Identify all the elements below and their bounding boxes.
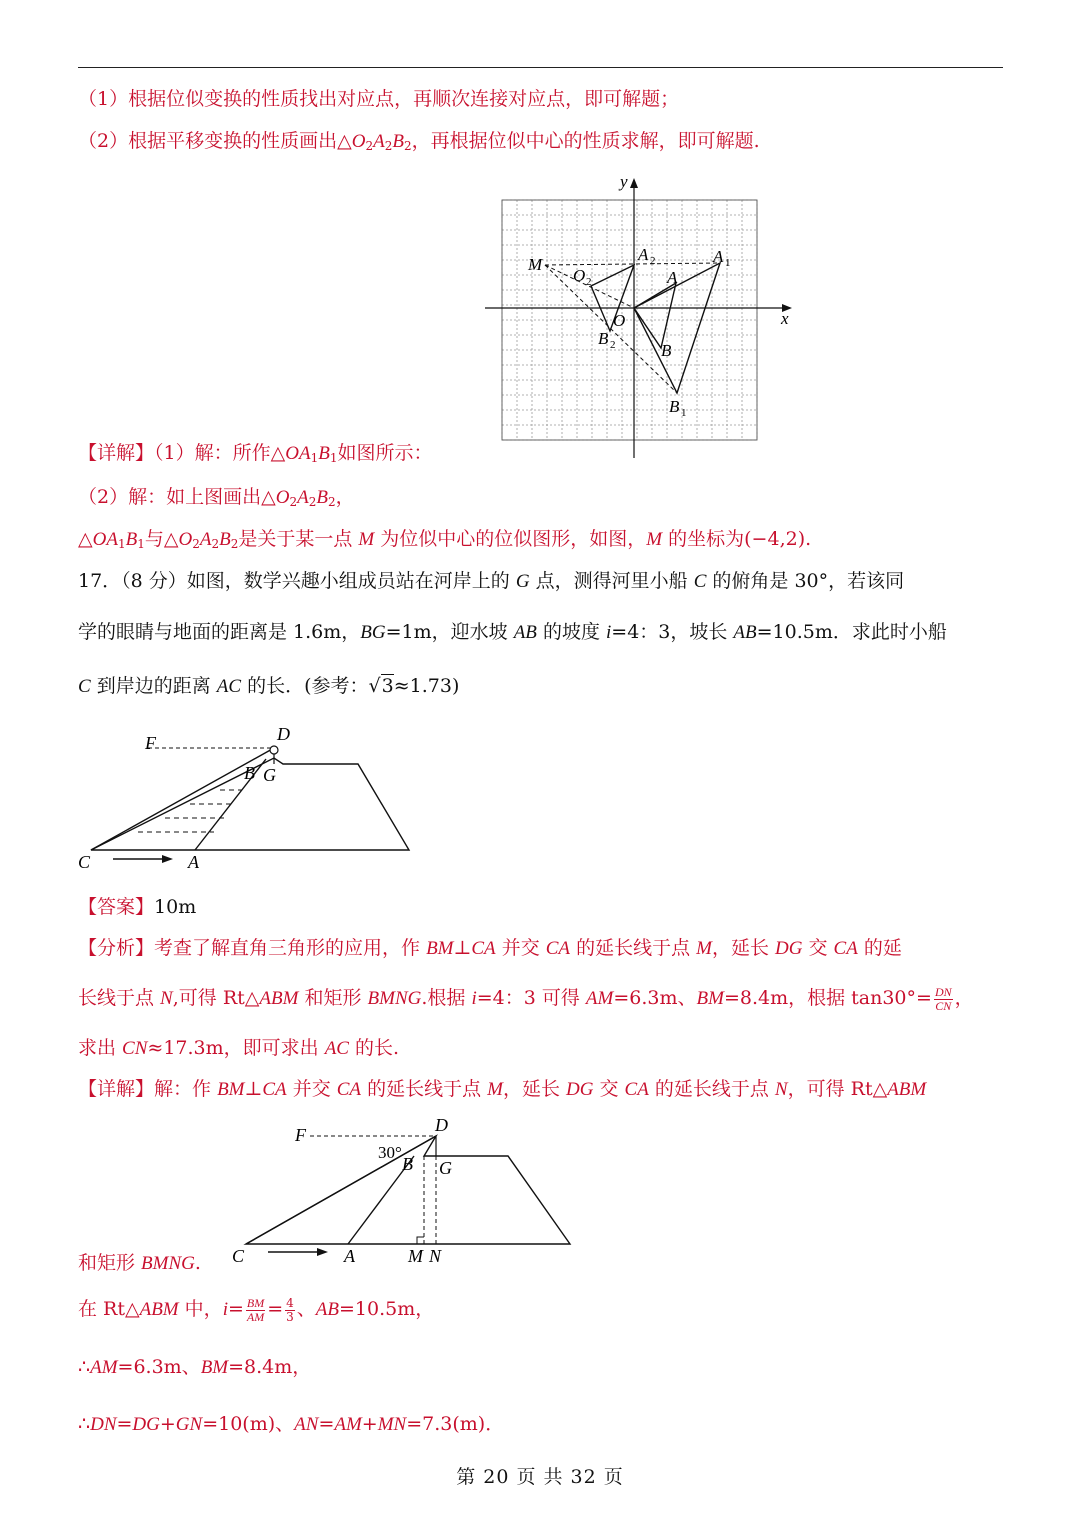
label-B: B xyxy=(661,341,672,360)
label-O: O xyxy=(613,311,626,330)
q17-line-2: 学的眼睛与地面的距离是 1.6m，BG=1m，迎水坡 AB 的坡度 i=4：3，坡长 AB=10.5m．求此时小船 xyxy=(78,621,947,643)
label-angle-30: 30° xyxy=(378,1143,402,1162)
fraction-4-3: $\frac{4}{3}$ xyxy=(286,1295,294,1324)
label-x: x xyxy=(781,309,789,328)
y-axis-arrow xyxy=(630,178,638,188)
label-B2-sub: 2 xyxy=(610,339,616,351)
label-y: y xyxy=(620,172,628,191)
fraction-DN-CN: $\frac{DN}{CN}$ xyxy=(934,984,952,1013)
detail17-line-1: 【详解】解：作 BM⊥CA 并交 CA 的延长线于点 M，延长 DG 交 CA 的延长线于点 N，可得 Rt△ABM xyxy=(78,1078,927,1100)
analysis-line-3: 求出 CN≈17.3m，即可求出 AC 的长. xyxy=(78,1037,400,1059)
hint-line-2: （2）根据平移变换的性质画出$\triangle O_2A_2B_2$，再根据位似中心的性质求解，即可解题. xyxy=(78,130,760,153)
triangle-OAB xyxy=(634,283,676,348)
label-A1: A xyxy=(713,247,724,266)
label-A2fig: A xyxy=(344,1246,355,1266)
eye-point-D xyxy=(270,746,278,754)
detail17-line-4: ∴AM=6.3m、BM=8.4m， xyxy=(78,1356,312,1378)
label-O2: O xyxy=(573,266,586,285)
label-B2fig: B xyxy=(402,1154,413,1174)
label-B1: B xyxy=(669,397,680,416)
hint-line-1: （1）根据位似变换的性质找出对应点，再顺次连接对应点，即可解题； xyxy=(78,88,680,110)
sqrt-expression: √3 xyxy=(368,675,394,697)
answer-line: 【答案】10m xyxy=(78,896,197,918)
grid-lines xyxy=(502,200,757,440)
detail16-line-1: 【详解】（1）解：所作$\triangle OA_1B_1$如图所示： xyxy=(78,442,433,465)
label-B1-sub: 1 xyxy=(681,407,687,419)
arrow-head xyxy=(162,855,173,863)
label-D2: D xyxy=(435,1115,448,1135)
analysis-line-2: 长线于点 N,可得 Rt△ABM 和矩形 BMNG.根据 i=4：3 可得 AM=6.3m、BM=8.4m，根据 tan30°= $\frac{DN}{CN}$ ， xyxy=(78,984,974,1013)
detail17-line-2: 和矩形 BMNG. xyxy=(78,1252,201,1274)
detail16-line-2: （2）解：如上图画出$\triangle O_2A_2B_2$， xyxy=(78,486,355,509)
label-B2: B xyxy=(598,329,609,348)
right-angle-mark xyxy=(417,1237,424,1244)
detail16-line-3: $\triangle OA_1B_1$与$\triangle O_2A_2B_2$是关于某一点 M 为位似中心的位似图形，如图，M 的坐标为(−4,2). xyxy=(78,528,812,551)
label-F: F xyxy=(145,733,156,753)
sight-line-CD-2 xyxy=(246,1136,436,1244)
label-O2-sub: 2 xyxy=(586,276,592,288)
detail17-line-3: 在 Rt△ABM 中，i= $\frac{BM}{AM}$ = $\frac{4}{3}$ 、AB=10.5m， xyxy=(78,1295,435,1324)
dashed-M-B1 xyxy=(545,265,677,393)
detail17-line-5: ∴DN=DG+GN=10(m)、AN=AM+MN=7.3(m)． xyxy=(78,1413,505,1435)
dashed-M-A1 xyxy=(545,263,720,265)
solution-figure xyxy=(228,1112,578,1272)
label-G2: G xyxy=(439,1158,452,1178)
label-F2: F xyxy=(295,1125,306,1145)
label-B: B xyxy=(244,763,255,783)
page-footer: 第 20 页 共 32 页 xyxy=(456,1466,624,1488)
fraction-BM-AM: $\frac{BM}{AM}$ xyxy=(246,1295,265,1324)
label-D: D xyxy=(277,724,290,744)
label-A: A xyxy=(667,268,678,287)
label-A2: A xyxy=(638,245,649,264)
q17-line-1: 17．（8 分）如图，数学兴趣小组成员站在河岸上的 G 点，测得河里小船 C 的俯角是 30°，若该同 xyxy=(78,570,905,592)
top-rule xyxy=(78,67,1003,68)
water-lines xyxy=(138,790,242,832)
analysis-line-1: 【分析】考查了解直角三角形的应用，作 BM⊥CA 并交 CA 的延长线于点 M，延长 DG 交 CA 的延 xyxy=(78,937,902,959)
label-A2-sub: 2 xyxy=(650,255,656,267)
coordinate-grid-figure xyxy=(470,168,810,463)
river-bank-figure xyxy=(70,718,420,878)
label-G: G xyxy=(263,765,276,785)
label-A1-sub: 1 xyxy=(725,257,731,269)
label-C: C xyxy=(78,852,91,872)
label-M: M xyxy=(528,255,543,274)
q17-line-3: C 到岸边的距离 AC 的长．(参考：√3≈1.73) xyxy=(78,675,460,697)
label-A: A xyxy=(188,852,199,872)
arrow-head-2 xyxy=(317,1248,328,1256)
label-M2: M xyxy=(408,1246,423,1266)
label-C2: C xyxy=(232,1246,245,1266)
label-N2: N xyxy=(429,1246,442,1266)
